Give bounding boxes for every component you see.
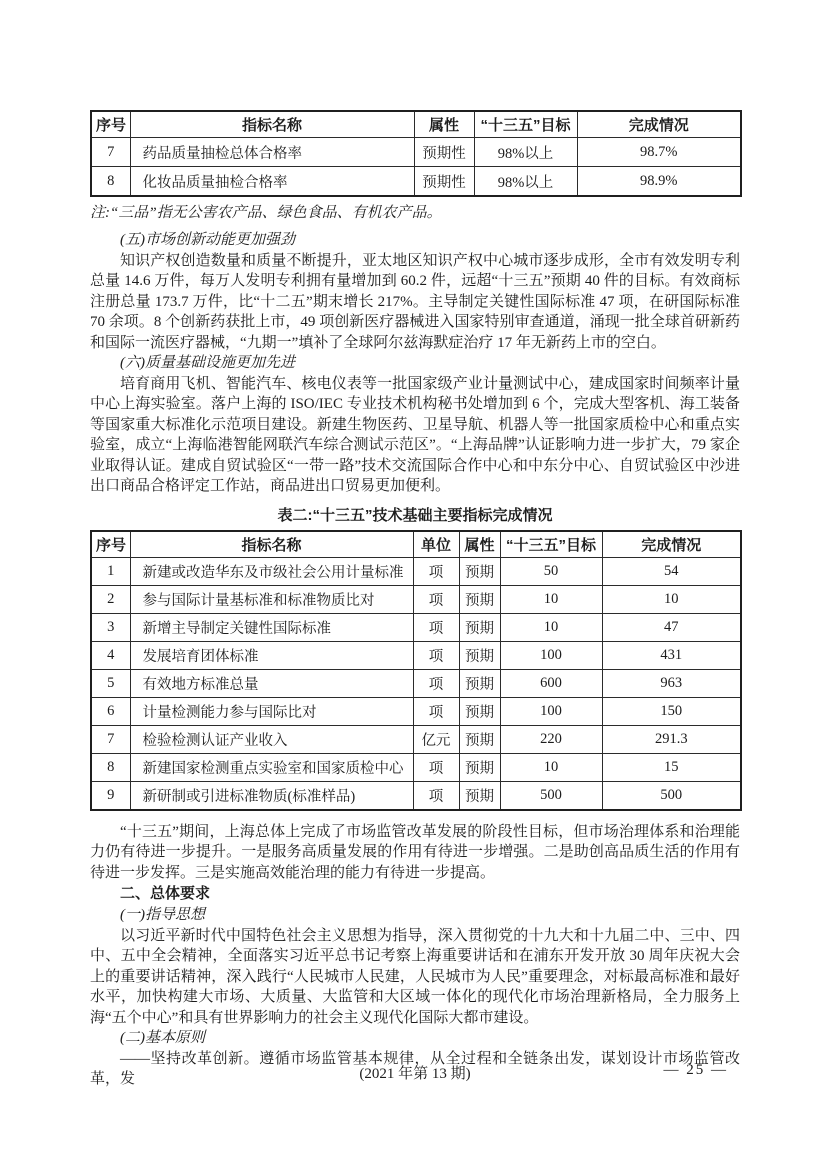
table-row [91, 781, 741, 810]
table-cell: 98.7% [577, 138, 741, 167]
table2-title: 表二:“十三五”技术基础主要指标完成情况 [277, 506, 553, 524]
table-cell: 7 [91, 138, 130, 167]
table-cell: 发展培育团体标准 [130, 641, 413, 669]
table-cell: 8 [91, 167, 130, 197]
table-cell: 项 [413, 669, 459, 697]
body-paragraph: 培育商用飞机、智能汽车、核电仪表等一批国家级产业计量测试中心，建成国家时间频率计量中心上海实验室。落户上海的 ISO/IEC 专业技术机构秘书处增加到 6 个，完成大型客机、海工装备等国家重大标准化示范项目建设。新建生物医药、卫星导航、机器人等一批国家质检中心和重点实验室，成立“上海临港智能网联汽车综合测试示范区”。“上海品牌”认证影响力进一步扩大，79 家企业取得认证。建成自贸试验区“一带一路”技术交流国际合作中心和中东分中心、自贸试验区中沙进出口商品合格评定工作站，商品进出口贸易更加便利。 [90, 375, 740, 494]
table-cell: 9 [91, 781, 130, 810]
table-quality-sampling-indicators [90, 110, 742, 197]
table-cell: 10 [602, 585, 741, 613]
table-cell: 预期 [459, 697, 500, 725]
content-bottom [90, 822, 740, 1090]
table-cell: 预期 [459, 557, 500, 585]
table-cell: 新建或改造华东及市级社会公用计量标准 [130, 557, 413, 585]
table2-header-row [91, 531, 741, 558]
table-cell: 项 [413, 753, 459, 781]
table-cell: 98%以上 [474, 167, 577, 197]
table-cell: 150 [602, 697, 741, 725]
table-cell: 预期 [459, 753, 500, 781]
table-row [91, 725, 741, 753]
table-cell: 有效地方标准总量 [130, 669, 413, 697]
table-row [91, 138, 741, 167]
content-top [90, 202, 740, 497]
table-cell: 化妆品质量抽检合格率 [130, 167, 414, 197]
table-cell: 100 [500, 641, 602, 669]
table-cell: 预期 [459, 613, 500, 641]
table-cell: 5 [91, 669, 130, 697]
table-cell: 500 [602, 781, 741, 810]
table-note: 注:“三品”指无公害农产品、绿色食品、有机农产品。 [90, 205, 442, 221]
table2-header-indicator: 指标名称 [130, 531, 413, 558]
table-cell: 10 [500, 753, 602, 781]
table-cell: 100 [500, 697, 602, 725]
table-cell: 项 [413, 613, 459, 641]
table1-header-row [91, 111, 741, 138]
table-cell: 项 [413, 641, 459, 669]
table-cell: 4 [91, 641, 130, 669]
table-cell: 220 [500, 725, 602, 753]
page-footer [90, 1062, 740, 1084]
table-row [91, 167, 741, 197]
body-paragraph: “十三五”期间，上海总体上完成了市场监管改革发展的阶段性目标，但市场治理体系和治理能力仍有待进一步提升。一是服务高质量发展的作用有待进一步增强。二是助创高品质生活的作用有待进一步发挥。三是实施高效能治理的能力有待进一步提高。 [90, 823, 740, 881]
table-cell: 预期性 [414, 167, 474, 197]
table-cell: 500 [500, 781, 602, 810]
table1-body [91, 138, 741, 197]
table-cell: 药品质量抽检总体合格率 [130, 138, 414, 167]
table-cell: 15 [602, 753, 741, 781]
table-cell: 98.9% [577, 167, 741, 197]
footer-page-number: — 25 — [663, 1062, 728, 1078]
table-row [91, 753, 741, 781]
section-heading-6: (六)质量基础设施更加先进 [120, 355, 295, 371]
table-cell: 10 [500, 613, 602, 641]
table-technical-base-indicators [90, 530, 742, 811]
table-cell: 预期 [459, 725, 500, 753]
table-cell: 预期 [459, 669, 500, 697]
table-cell: 54 [602, 557, 741, 585]
table-cell: 检验检测认证产业收入 [130, 725, 413, 753]
table1-header-target: “十三五”目标 [474, 111, 577, 138]
table1-header-indicator: 指标名称 [130, 111, 414, 138]
table2-header-completion: 完成情况 [602, 531, 741, 558]
table2-header-target: “十三五”目标 [500, 531, 602, 558]
table-cell: 3 [91, 613, 130, 641]
table-cell: 项 [413, 585, 459, 613]
table-row [91, 613, 741, 641]
table-cell: 预期 [459, 781, 500, 810]
table-cell: 新研制或引进标准物质(标准样品) [130, 781, 413, 810]
table1-header-completion: 完成情况 [577, 111, 741, 138]
table-cell: 7 [91, 725, 130, 753]
table-cell: 600 [500, 669, 602, 697]
table-cell: 项 [413, 557, 459, 585]
table-cell: 2 [91, 585, 130, 613]
table-cell: 47 [602, 613, 741, 641]
table2-body [91, 557, 741, 810]
table-cell: 6 [91, 697, 130, 725]
table-cell: 亿元 [413, 725, 459, 753]
table-cell: 预期性 [414, 138, 474, 167]
table-cell: 98%以上 [474, 138, 577, 167]
table-cell: 参与国际计量基标准和标准物质比对 [130, 585, 413, 613]
table2-header-unit: 单位 [413, 531, 459, 558]
table-cell: 50 [500, 557, 602, 585]
footer-issue-label: (2021 年第 13 期) [359, 1066, 471, 1082]
table-cell: 8 [91, 753, 130, 781]
table-cell: 预期 [459, 641, 500, 669]
table2-header-seq: 序号 [91, 531, 130, 558]
body-paragraph: 知识产权创造数量和质量不断提升，亚太地区知识产权中心城市逐步成形，全市有效发明专利总量 14.6 万件，每万人发明专利拥有量增加到 60.2 件，远超“十三五”预期 40 件的目标。有效商标注册总量 173.7 万件，比“十二五”期末增长 217%。主导制定关键性国际标准 47 项，在研国际标准 70 余项。8 个创新药获批上市，49 项创新医疗器械进入国家特别审查通道，涌现一批全球首研新药和国际一流医疗器械，“九期一”填补了全球阿尔兹海默症治疗 17 年无新药上市的空白。 [90, 252, 740, 351]
table-cell: 963 [602, 669, 741, 697]
table-cell: 431 [602, 641, 741, 669]
table2-header-attribute: 属性 [459, 531, 500, 558]
table-cell: 预期 [459, 585, 500, 613]
body-paragraph: 以习近平新时代中国特色社会主义思想为指导，深入贯彻党的十九大和十九届二中、三中、四中、五中全会精神，全面落实习近平总书记考察上海重要讲话和在浦东开发开放 30 周年庆祝大会上的重要讲话精神，深入践行“人民城市人民建，人民城市为人民”重要理念，对标最高标准和最好水平，加快构建大市场、大质量、大监管和大区域一体化的现代化市场治理新格局，全力服务上海“五个中心”和具有世界影响力的社会主义现代化国际大都市建设。 [90, 927, 740, 1026]
table-cell: 291.3 [602, 725, 741, 753]
table-cell: 计量检测能力参与国际比对 [130, 697, 413, 725]
table-cell: 项 [413, 781, 459, 810]
content-column [90, 110, 740, 1090]
table-cell: 项 [413, 697, 459, 725]
section-heading-1: (一)指导思想 [120, 907, 205, 923]
table-row [91, 641, 741, 669]
table-cell: 新建国家检测重点实验室和国家质检中心 [130, 753, 413, 781]
table1-header-attribute: 属性 [414, 111, 474, 138]
table-row [91, 557, 741, 585]
table-row [91, 697, 741, 725]
chapter-heading: 二、总体要求 [120, 885, 211, 902]
table1-header-seq: 序号 [91, 111, 130, 138]
section-heading-2: (二)基本原则 [120, 1030, 205, 1046]
table-cell: 10 [500, 585, 602, 613]
table-row [91, 585, 741, 613]
table-cell: 1 [91, 557, 130, 585]
table-row [91, 669, 741, 697]
body-paragraph: ——坚持改革创新。遵循市场监管基本规律，从全过程和全链条出发，谋划设计市场监管改革，发 [90, 1050, 740, 1087]
table-cell: 新增主导制定关键性国际标准 [130, 613, 413, 641]
section-heading-5: (五)市场创新动能更加强劲 [120, 232, 295, 248]
